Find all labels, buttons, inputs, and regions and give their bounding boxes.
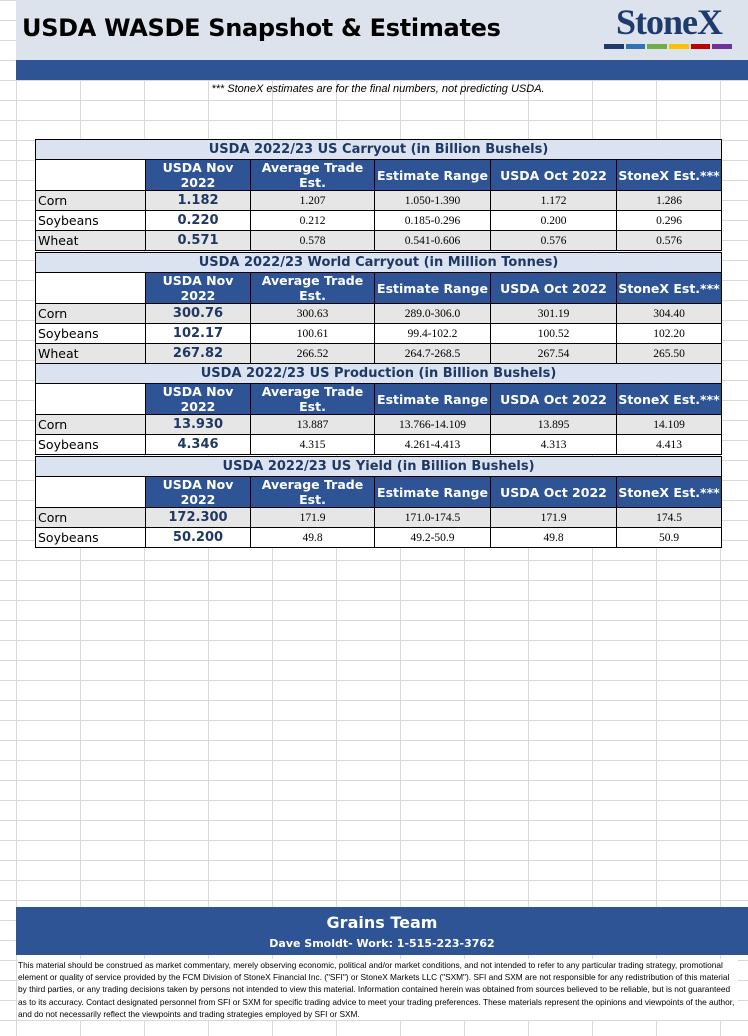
data-table [35, 139, 722, 251]
table-row [36, 231, 722, 251]
header-divider-bar [16, 60, 748, 80]
header-blank-cell [36, 273, 146, 304]
column-header: USDA Nov 2022 [146, 273, 251, 304]
column-header: USDA Oct 2022 [491, 160, 617, 191]
usda-value-cell: 0.220 [146, 211, 251, 231]
column-header: USDA Oct 2022 [491, 273, 617, 304]
header-blank-cell [36, 384, 146, 415]
value-cell: 174.5 [617, 508, 722, 528]
row-label: Corn [36, 415, 146, 435]
value-cell: 0.578 [251, 231, 375, 251]
logo-bar-segment [691, 44, 711, 49]
contact-line: Dave Smoldt- Work: 1-515-223-3762 [269, 937, 495, 950]
value-cell: 13.766-14.109 [375, 415, 491, 435]
table-row [36, 508, 722, 528]
value-cell: 0.576 [617, 231, 722, 251]
footer-banner [16, 907, 748, 955]
logo-color-bar [604, 44, 734, 49]
value-cell: 1.172 [491, 191, 617, 211]
table-row [36, 415, 722, 435]
value-cell: 0.576 [491, 231, 617, 251]
column-header: Estimate Range [375, 273, 491, 304]
disclaimer-text: This material should be construed as market commentary, merely observing economic, political and/or market conditions, and not intended to refer to any particular trading strategy, promotional element or quality of service provided by the FCM Division of StoneX Financial Inc. ("SFI") or StoneX Markets LLC ("SXM"). SFI and SXM are not responsible for any redistribution of this material by third parties, or any trading decisions taken by persons not intended to view this material. Information contained herein was obtained from sources believed to be reliable, but is not guaranteed as to its accuracy. Contact designated personnel from SFI or SXM for specific trading advice to meet your trading preferences. These materials represent the opinions and viewpoints of the author, and do not necessarily reflect the viewpoints and trading strategies employed by SFI or SXM. [18, 959, 738, 1020]
row-label: Soybeans [36, 324, 146, 344]
value-cell: 49.8 [251, 528, 375, 548]
value-cell: 99.4-102.2 [375, 324, 491, 344]
value-cell: 304.40 [617, 304, 722, 324]
value-cell: 100.61 [251, 324, 375, 344]
value-cell: 289.0-306.0 [375, 304, 491, 324]
data-table [35, 252, 722, 364]
table-row [36, 304, 722, 324]
value-cell: 1.207 [251, 191, 375, 211]
column-header: StoneX Est.*** [617, 477, 722, 508]
stonex-logo [604, 4, 734, 52]
value-cell: 171.0-174.5 [375, 508, 491, 528]
usda-value-cell: 4.346 [146, 435, 251, 455]
table-title: USDA 2022/23 US Production (in Billion Bushels) [36, 364, 722, 384]
logo-bar-segment [712, 44, 732, 49]
table-row [36, 344, 722, 364]
value-cell: 4.315 [251, 435, 375, 455]
table-title: USDA 2022/23 US Carryout (in Billion Bushels) [36, 140, 722, 160]
logo-bar-segment [604, 44, 624, 49]
table-title: USDA 2022/23 US Yield (in Billion Bushels) [36, 457, 722, 477]
column-header: USDA Oct 2022 [491, 384, 617, 415]
value-cell: 266.52 [251, 344, 375, 364]
value-cell: 171.9 [251, 508, 375, 528]
row-label: Soybeans [36, 435, 146, 455]
usda-value-cell: 300.76 [146, 304, 251, 324]
value-cell: 0.541-0.606 [375, 231, 491, 251]
column-header: Estimate Range [375, 160, 491, 191]
value-cell: 50.9 [617, 528, 722, 548]
table-row [36, 435, 722, 455]
value-cell: 4.313 [491, 435, 617, 455]
value-cell: 300.63 [251, 304, 375, 324]
header-blank-cell [36, 160, 146, 191]
report-header [16, 0, 748, 60]
value-cell: 102.20 [617, 324, 722, 344]
logo-bar-segment [647, 44, 667, 49]
row-label: Soybeans [36, 528, 146, 548]
table-row [36, 211, 722, 231]
row-label: Soybeans [36, 211, 146, 231]
row-label: Corn [36, 191, 146, 211]
column-header: Estimate Range [375, 384, 491, 415]
column-header: Average Trade Est. [251, 384, 375, 415]
column-header: StoneX Est.*** [617, 160, 722, 191]
logo-text: StoneX [615, 2, 722, 42]
column-header: Average Trade Est. [251, 273, 375, 304]
value-cell: 265.50 [617, 344, 722, 364]
row-label: Wheat [36, 344, 146, 364]
value-cell: 1.286 [617, 191, 722, 211]
column-header: Average Trade Est. [251, 477, 375, 508]
table-row [36, 324, 722, 344]
value-cell: 4.413 [617, 435, 722, 455]
row-label: Corn [36, 304, 146, 324]
column-header: Estimate Range [375, 477, 491, 508]
usda-value-cell: 50.200 [146, 528, 251, 548]
value-cell: 49.8 [491, 528, 617, 548]
table-title: USDA 2022/23 World Carryout (in Million Tonnes) [36, 253, 722, 273]
column-header: USDA Nov 2022 [146, 160, 251, 191]
usda-value-cell: 13.930 [146, 415, 251, 435]
usda-value-cell: 172.300 [146, 508, 251, 528]
value-cell: 49.2-50.9 [375, 528, 491, 548]
value-cell: 14.109 [617, 415, 722, 435]
header-blank-cell [36, 477, 146, 508]
column-header: USDA Nov 2022 [146, 477, 251, 508]
logo-bar-segment [669, 44, 689, 49]
logo-bar-segment [626, 44, 646, 49]
row-label: Wheat [36, 231, 146, 251]
usda-value-cell: 267.82 [146, 344, 251, 364]
usda-value-cell: 1.182 [146, 191, 251, 211]
column-header: StoneX Est.*** [617, 273, 722, 304]
table-row [36, 191, 722, 211]
column-header: StoneX Est.*** [617, 384, 722, 415]
estimates-note: *** StoneX estimates are for the final numbers, not predicting USDA. [211, 83, 545, 95]
value-cell: 171.9 [491, 508, 617, 528]
row-label: Corn [36, 508, 146, 528]
data-table [35, 456, 722, 548]
value-cell: 4.261-4.413 [375, 435, 491, 455]
value-cell: 0.200 [491, 211, 617, 231]
value-cell: 0.212 [251, 211, 375, 231]
value-cell: 0.296 [617, 211, 722, 231]
page-title: USDA WASDE Snapshot & Estimates [22, 14, 501, 42]
value-cell: 267.54 [491, 344, 617, 364]
column-header: USDA Oct 2022 [491, 477, 617, 508]
column-header: USDA Nov 2022 [146, 384, 251, 415]
usda-value-cell: 0.571 [146, 231, 251, 251]
value-cell: 0.185-0.296 [375, 211, 491, 231]
value-cell: 13.895 [491, 415, 617, 435]
value-cell: 13.887 [251, 415, 375, 435]
data-table [35, 363, 722, 455]
value-cell: 301.19 [491, 304, 617, 324]
value-cell: 1.050-1.390 [375, 191, 491, 211]
value-cell: 264.7-268.5 [375, 344, 491, 364]
value-cell: 100.52 [491, 324, 617, 344]
usda-value-cell: 102.17 [146, 324, 251, 344]
team-name: Grains Team [326, 913, 438, 932]
column-header: Average Trade Est. [251, 160, 375, 191]
table-row [36, 528, 722, 548]
